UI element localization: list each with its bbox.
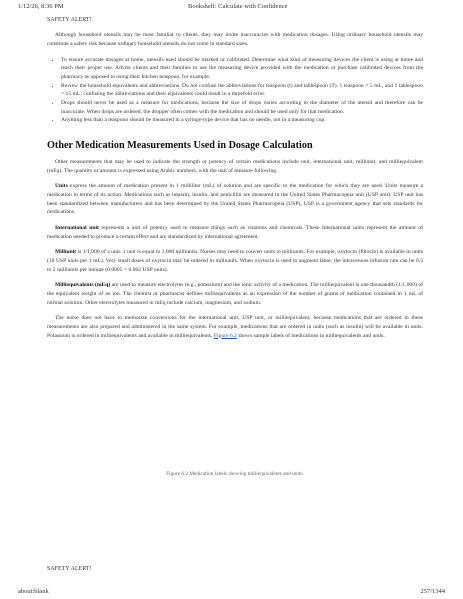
units-term: Units (55, 183, 68, 190)
header-datetime: 1/12/26, 8:36 PM (18, 3, 64, 10)
international-unit-text: represents a unit of potency used to measure things such as vitamins and chemicals. These International units represent the amount of medication needed to produce a certain effect and are standardized by international agreement. (47, 225, 423, 240)
closing-text-after: shows sample labels of medications in milliequivalents and units. (236, 332, 385, 339)
bullet-item: • Anything less than a teaspoon should be measured in a syringe-type device that has no needle, not in a measuring cup. (61, 116, 423, 125)
alert-bullet-list (47, 56, 423, 125)
milliunit-term: Milliunit (55, 249, 77, 256)
bullet-item: • Review the household equivalents and abbreviations. Do not confuse the abbreviations for teaspoon (t) and tablespoon (T). 1 teaspoon = 5 mL, and 1 tablespoon = 15 mL; confusing the abbreviations and their equivalents could result in a threefold error. (61, 82, 423, 99)
milliequivalents-term: Milliequivalents (mEq) (55, 282, 111, 289)
bullet-item: • Drops should never be used as a measure for medications, because the size of drops varies according to the diameter of the utensil and therefore can be inaccurate. When drops are ordered, the dropper often comes with the medication and should be used only for that medication. (61, 99, 423, 116)
safety-alert-heading-bottom: SAFETY ALERT! (47, 566, 92, 572)
section-intro: Other measurements that may be used to indicate the strength or potency of certain medications include unit, international unit, milliunit, and milliequivalent (mEq). The quantity or amount is expressed using Arabic numbers, with the unit of measure following. (47, 159, 423, 174)
bullet-item: • To ensure accurate dosages at home, utensils used should be marked or calibrated. Determine what kind of measuring devices the client is using at home and teach their proper use. Advise clients and their families to use the measuring device provided with the medication or purchase calibrated devices from the pharmacy as opposed to using their kitchen teaspoon, for example. (61, 56, 423, 82)
page-content (47, 16, 423, 572)
footer-url: about:blank (18, 588, 49, 595)
milliunit-text: is 1/1,000 of a unit. 1 unit is equal to 1,000 milliunits. Nurses may need to convert units to milliunits. For example, oxytocin (Pitocin) is available in units (10 USP units per 1 mL). Very small doses of oxytocin may be ordered in milliunits. When oxytocin is used to augment labor, the intravenous infusion rate can be 0.5 to 2 milliunits per minute (0.0005 = 0.002 USP units). (47, 249, 423, 273)
milliequivalents-text: are used to measure electrolytes (e.g., potassium) and the ionic activity of a medication. The milliequivalent is one thousandth (1/1,000) of the equivalent weight of an ion. The chemist or pharmacist defines milliequivalents as an expression of the number of grams of medication contained in 1 mL of normal solution. Other electrolytes measured in mEq include calcium, magnesium, and sodium. (47, 282, 423, 306)
footer-page-count: 257/1344 (420, 588, 445, 595)
milliequivalents-paragraph (47, 281, 423, 307)
alert-intro: Although household utensils may be most familiar to clients, they may invite inaccuracies with medication dosages. Using ordinary household utensils may constitute a safety risk because ordinary household utensils do not come in standard sizes. (47, 32, 423, 47)
milliunit-paragraph (47, 248, 423, 274)
units-text: express the amount of medication present in 1 milliliter (mL) of solution and are specific to the medication for which they are used. Units measure a medication in terms of its action. Medications such as heparin, insulin, and penicillin are measured in the United States Pharmacopeia unit (USP unit). USP unit has been standardized between manufacturers and has been determined by the United States Pharmacopeia (USP), USP is a government agency that sets standards for medications. (47, 183, 423, 216)
safety-alert-heading: SAFETY ALERT! (47, 17, 92, 23)
page-header (18, 3, 445, 13)
figure-caption: Figure 6.2 Medication labels showing milliequivalents and units. (166, 471, 304, 477)
header-title: Bookshelf: Calculate with Confidence (188, 3, 288, 10)
closing-paragraph (47, 314, 423, 340)
closing-text-before: The nurse does not have to memorize conversions for the international unit, USP unit, or milliequivalent, because medications that are ordered in these measurements are also prepared and administered in the same system. For example, medications that are ordered in units (such as insulin) will be available in units. Potassium is ordered in milliequivalents and available in milliequivalents. (47, 315, 423, 339)
units-paragraph (47, 182, 423, 217)
international-unit-term: International unit (55, 225, 99, 232)
section-title: Other Medication Measurements Used in Dosage Calculation (47, 139, 313, 151)
international-unit-paragraph (47, 224, 423, 241)
figure-6-2-link[interactable]: Figure 6.2 (213, 332, 237, 339)
page-footer (18, 585, 445, 595)
